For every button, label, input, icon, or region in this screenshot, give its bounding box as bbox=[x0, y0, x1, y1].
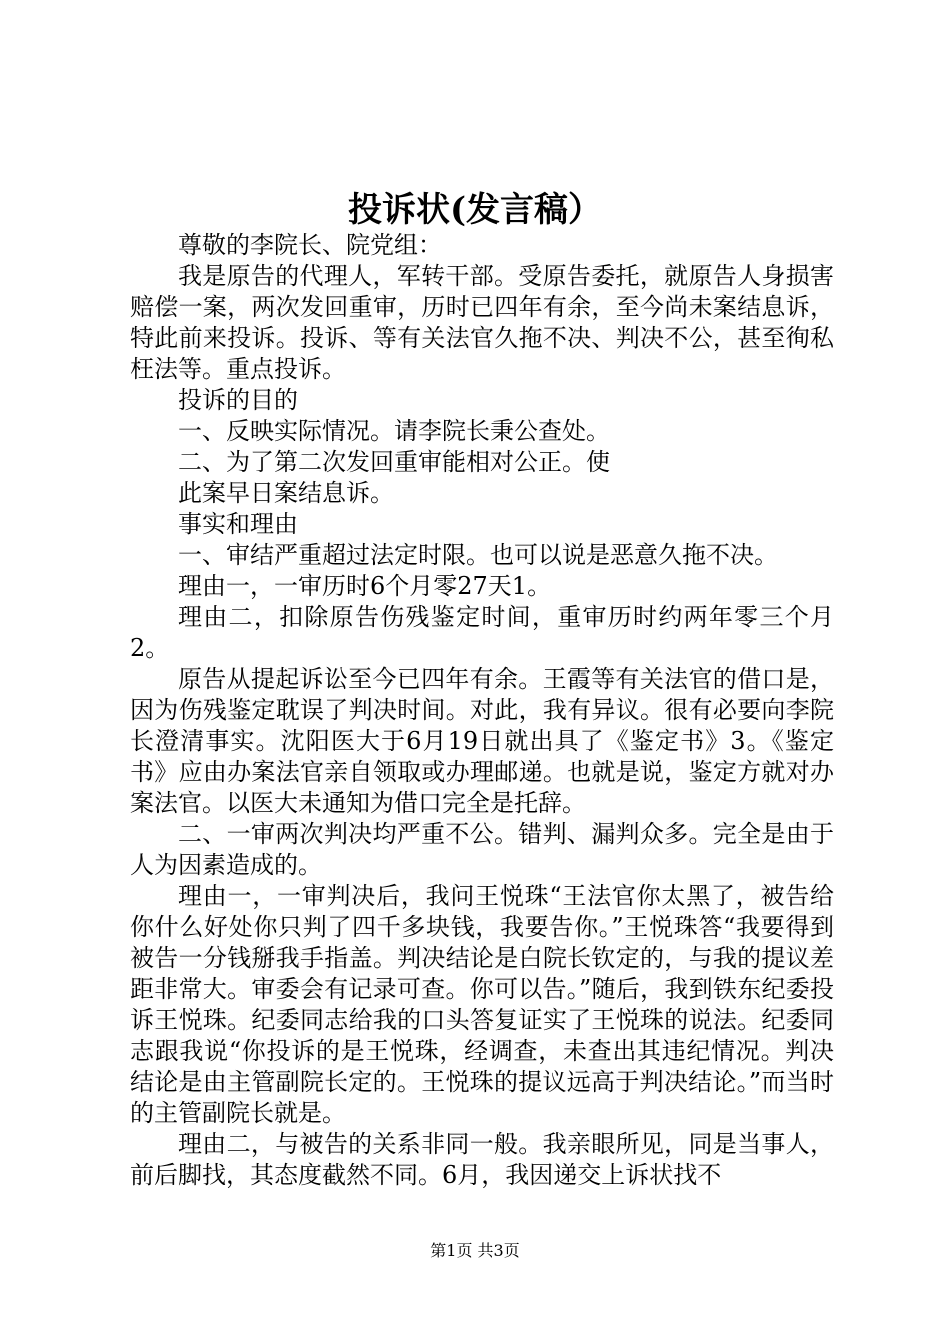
page-footer: 第1页 共3页 bbox=[430, 1241, 520, 1260]
paragraph: 投诉的目的 bbox=[178, 386, 298, 414]
paragraph: 我是原告的代理人，军转干部。受原告委托，就原告人身损害赔偿一案，两次发回重审，历时已四年有余，至今尚未案结息诉，特此前来投诉。投诉、等有关法官久拖不决、判决不公，甚至徇私枉法等。重点投诉。 bbox=[130, 262, 834, 383]
paragraph: 理由一，一审历时6个月零27天1。 bbox=[178, 572, 552, 600]
paragraph: 此案早日案结息诉。 bbox=[178, 479, 394, 507]
paragraph: 尊敬的李院长、院党组： bbox=[178, 231, 442, 259]
paragraph: 一、审结严重超过法定时限。也可以说是恶意久拖不决。 bbox=[178, 541, 778, 569]
paragraph: 原告从提起诉讼至今已四年有余。王霞等有关法官的借口是，因为伤残鉴定耽误了判决时间。对此，我有异议。很有必要向李院长澄清事实。沈阳医大于6月19日就出具了《鉴定书》3。《鉴定书》应由办案法官亲自领取或办理邮递。也就是说，鉴定方就对办案法官。以医大未通知为借口完全是托辞。 bbox=[130, 665, 834, 817]
paragraph: 理由二，扣除原告伤残鉴定时间，重审历时约两年零三个月2。 bbox=[130, 603, 834, 662]
paragraph: 理由一，一审判决后，我问王悦珠“王法官你太黑了，被告给你什么好处你只判了四千多块钱，我要告你。”王悦珠答“我要得到被告一分钱掰我手指盖。判决结论是白院长钦定的，与我的提议差距非常大。审委会有记录可查。你可以告。”随后，我到铁东纪委投诉王悦珠。纪委同志给我的口头答复证实了王悦珠的说法。纪委同志跟我说“你投诉的是王悦珠，经调查，未查出其违纪情况。判决结论是由主管副院长定的。王悦珠的提议远高于判决结论。”而当时的主管副院长就是。 bbox=[130, 882, 834, 1127]
paragraph: 一、反映实际情况。请李院长秉公查处。 bbox=[178, 417, 610, 445]
document-title: 投诉状(发言稿） bbox=[347, 190, 603, 230]
paragraph: 二、为了第二次发回重审能相对公正。使 bbox=[178, 448, 610, 476]
document-body bbox=[130, 230, 834, 1191]
paragraph: 理由二，与被告的关系非同一般。我亲眼所见，同是当事人，前后脚找，其态度截然不同。6月，我因递交上诉状找不 bbox=[130, 1130, 834, 1189]
paragraph: 二、一审两次判决均严重不公。错判、漏判众多。完全是由于人为因素造成的。 bbox=[130, 820, 834, 879]
paragraph: 事实和理由 bbox=[178, 510, 298, 538]
